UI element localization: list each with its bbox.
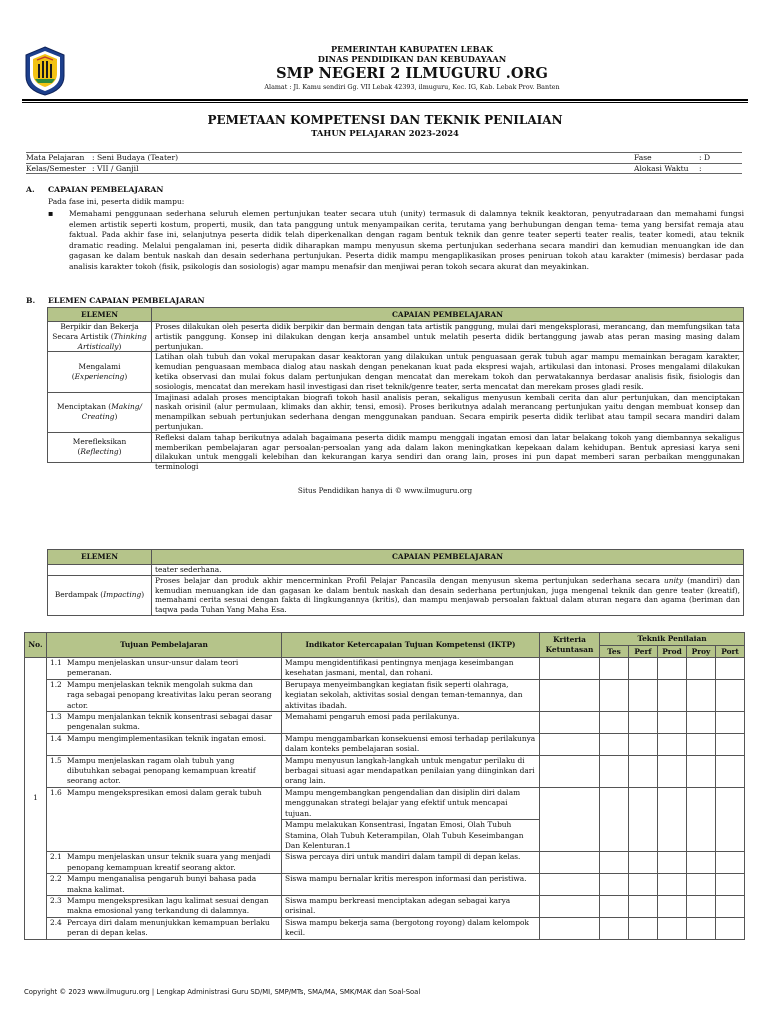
cp-column-header: CAPAIAN PEMBELAJARAN xyxy=(152,550,744,565)
teknik-perf-header: Perf xyxy=(629,646,658,658)
elemen-row xyxy=(48,432,744,462)
elemen-row xyxy=(48,352,744,392)
table-row xyxy=(25,733,745,755)
table-row xyxy=(25,917,745,939)
tp-cell: 2.2 Mampu menganalisa pengaruh bunyi bahasa pada makna kalimat. xyxy=(47,874,282,896)
table-row xyxy=(25,712,745,734)
section-b-number: B. xyxy=(26,296,36,305)
elemen-table-continued xyxy=(47,549,744,616)
elemen-description: Imajinasi adalah proses menciptakan biografi tokoh hasil analisis peran, sekaligus menyusun kembali cerita dan alur pertunjukan, dan menciptakan naskah orisinil (alur permulaan, klimaks dan akhir, tensi, emosi). Proses berikutnya adalah merancang pertunjukan yaitu dengan membuat konsep dan menampilkan sebuah pertunjukan sederhana dengan menggunakan panduan. Secara empirik peserta didik terlibat atau tampil secara mandiri dalam pertunjukan. xyxy=(152,392,744,432)
section-a-title: CAPAIAN PEMBELAJARAN xyxy=(48,185,164,194)
learning-objectives-table xyxy=(24,632,745,940)
elemen-name: Mengalami (Experiencing) xyxy=(48,352,152,392)
table-row xyxy=(25,787,745,851)
department-name: DINAS PENDIDIKAN DAN KEBUDAYAAN xyxy=(317,54,507,64)
tp-cell: 1.6 Mampu mengekspresikan emosi dalam gerak tubuh xyxy=(47,787,282,851)
elemen-row xyxy=(48,322,744,352)
document-subtitle: TAHUN PELAJARAN 2023-2024 xyxy=(311,128,459,138)
teknik-tes-header: Tes xyxy=(600,646,629,658)
tp-cell: 2.3 Mampu mengekspresikan lagu kalimat sesuai dengan makna emosional yang terkandung di dalamnya. xyxy=(47,895,282,917)
table-row xyxy=(25,755,745,787)
mapel-label: Mata Pelajaran xyxy=(26,153,85,162)
no-column-header: No. xyxy=(25,633,47,658)
elemen-column-header: ELEMEN xyxy=(48,550,152,565)
elemen-description: Refleksi dalam tahap berikutnya adalah bagaimana peserta didik mampu menggali ingatan emosi dan latar belakang tokoh yang diembannya sekaligus memberikan pembelajaran agar persoalan-persoalan yang ada dalam lakon meningkatkan kepekaan dalam kehidupan. Bentuk apresiasi karya seni dilakukan untuk menggali kelebihan dan kekurangan karya sendiri dan orang lain, proses ini pun dapat memberi saran perbaikan menggunakan terminologi xyxy=(152,432,744,462)
alokasi-value: : xyxy=(699,163,702,173)
iktp-cell: Mampu mengidentifikasi pentingnya menjaga keseimbangan kesehatan jasmani, mental, dan rohani. xyxy=(282,658,540,680)
tp-cell: 1.5 Mampu menjelaskan ragam olah tubuh yang dibutuhkan sebagai penopang kemampuan kreatif seorang actor. xyxy=(47,755,282,787)
tp-cell: 1.3 Mampu menjalankan teknik konsentrasi sebagai dasar pengenalan sukma. xyxy=(47,712,282,734)
iktp-cell: Siswa mampu bekerja sama (bergotong royong) dalam kelompok kecil. xyxy=(282,917,540,939)
table-row xyxy=(25,679,745,711)
section-a-intro: Pada fase ini, peserta didik mampu: xyxy=(48,197,185,206)
table-row xyxy=(25,852,745,874)
iktp-cell: Mampu mengembangkan pengendalian dan disiplin diri dalam menggunakan strategi belajar yang efektif untuk mencapai tujuan. Mampu melakukan Konsentrasi, Ingatan Emosi, Olah Tubuh Stamina, Olah Tubuh Keterampilan, Olah Tubuh Keseimbangan Dan Kelenturan.1 xyxy=(282,787,540,851)
tp-cell: 2.4 Percaya diri dalam menunjukkan kemampuan berlaku peran di depan kelas. xyxy=(47,917,282,939)
letterhead-rule-thin xyxy=(22,102,748,103)
teknik-proy-header: Proy xyxy=(687,646,716,658)
teknik-prod-header: Prod xyxy=(658,646,687,658)
school-name: SMP NEGERI 2 ILMUGURU .ORG xyxy=(276,65,548,82)
elemen-column-header: ELEMEN xyxy=(48,308,152,322)
section-a-number: A. xyxy=(26,185,35,194)
document-title: PEMETAAN KOMPETENSI DAN TEKNIK PENILAIAN xyxy=(207,113,563,127)
cp-column-header: CAPAIAN PEMBELAJARAN xyxy=(152,308,744,322)
elemen-row xyxy=(48,392,744,432)
iktp-cell: Siswa mampu bernalar kritis merespon informasi dan peristiwa. xyxy=(282,874,540,896)
elemen-description: Proses belajar dan produk akhir mencerminkan Profil Pelajar Pancasila dengan menyusun skema pertunjukan sederhana secara unity (mandiri) dan kemudian menuangkan ide dan gagasan ke dalam bentuk naskah dan desain sederhana pertunjukan, juga mengenal teknik dan genre teater (kreatif), memahami cerita sesuai dengan fakta di lingkungannya (kritis), dan mampu menjawab persoalan faktual dalam aturan negara dan agama (beriman dan taqwa pada Tuhan Yang Maha Esa. xyxy=(152,575,744,615)
letterhead-rule-thick xyxy=(22,99,748,101)
elemen-name: Berdampak (Impacting) xyxy=(48,575,152,615)
tp-cell: 1.2 Mampu menjelaskan teknik mengolah sukma dan raga sebagai penopang kreativitas laku peran seorang actor. xyxy=(47,679,282,711)
alokasi-label: Alokasi Waktu xyxy=(634,163,689,173)
tp-cell: 1.4 Mampu mengimplementasikan teknik ingatan emosi. xyxy=(47,733,282,755)
fase-label: Fase xyxy=(634,153,652,162)
site-footer: Situs Pendidikan hanya di © www.ilmuguru.org xyxy=(297,486,473,495)
elemen-name-empty xyxy=(48,565,152,576)
government-name: PEMERINTAH KABUPATEN LEBAK xyxy=(330,44,494,54)
iktp-column-header: Indikator Ketercapaian Tujuan Kompetensi (IKTP) xyxy=(282,633,540,658)
elemen-table xyxy=(47,307,744,472)
table-row xyxy=(25,895,745,917)
school-address: Alamat : Jl. Kamu sendiri Gg. VII Lebak 42393, ilmuguru, Kec. IG, Kab. Lebak Prov. Banten xyxy=(264,83,560,91)
iktp-cell: Mampu menggambarkan konsekuensi emosi terhadap perilakunya dalam konteks pembelajaran sosial. xyxy=(282,733,540,755)
elemen-description: Latihan olah tubuh dan vokal merupakan dasar keaktoran yang dilakukan untuk penguasaan gerak tubuh agar mampu memainkan beragam karakter, kemudian penguasaan membaca dialog atau naskah dengan penekanan kuat pada ekspresi wajah, artikulasi dan intonasi. Proses mengalami dilakukan ketika observasi dan mulai fokus dalam pertunjukan dengan mencatat dan merekam tokoh dan perwatakannya berdasar analisis fisik, fisiologis dan sosiologis, mencatat dan merekam hasil investigasi dan riset teknik/genre teater, serta mencatat dan merekam proses gladi resik. xyxy=(152,352,744,392)
elemen-row xyxy=(48,565,744,576)
mapel-value: : Seni Budaya (Teater) xyxy=(92,153,179,162)
tp-cell: 1.1 Mampu menjelaskan unsur-unsur dalam teori pemeranan. xyxy=(47,658,282,680)
section-a-bullet-text: Memahami penggunaan sederhana seluruh elemen pertunjukan teater secara utuh (unity) termasuk di dalamnya teknik keaktoran, penyutradaraan dan memahami fungsi elemen artistik seperti kostum, properti, musik, dan tata panggung untuk menyampaikan cerita, terutama yang berhubungan dengan tema- tema yang bersifat remaja atau faktual. Pada akhir fase ini, selanjutnya peserta didik telah diperkenalkan dengan ragam bentuk teknik dan genre teater seperti teater realis, teater komedi, atau teknik dramatic reading. Melalui pengalaman ini, peserta didik diharapkan mampu menyusun skema pertunjukan sederhana secara mandiri dan kemudian menuangkan ide dan gagasan ke dalam bentuk naskah dan desain sederhana pertunjukan. Peserta didik mampu mengaplikasikan proses peniruan tokoh atau karakter (mimesis) berdasar pada analisis karakter tokoh (fisik, psikologis dan sosiologis) agar mampu menafsir dan menjiwai peran tokoh secara akurat dan meyakinkan. xyxy=(69,209,744,271)
elemen-row xyxy=(48,575,744,615)
kriteria-column-header: Kriteria Ketuntasan xyxy=(540,633,600,658)
group-number: 1 xyxy=(25,658,47,940)
kelas-label: Kelas/Semester xyxy=(26,163,86,173)
elemen-description-continued: teater sederhana. xyxy=(152,565,744,576)
teknik-port-header: Port xyxy=(716,646,745,658)
iktp-cell: Memahami pengaruh emosi pada perilakunya. xyxy=(282,712,540,734)
section-a-heading xyxy=(26,185,163,195)
letterhead xyxy=(22,40,748,102)
iktp-cell: Siswa mampu berkreasi menciptakan adegan sebagai karya orisinal. xyxy=(282,895,540,917)
table-row xyxy=(25,874,745,896)
section-b-heading xyxy=(26,296,205,306)
fase-value: : D xyxy=(699,153,711,162)
elemen-name: Merefleksikan (Reflecting) xyxy=(48,432,152,462)
section-b-title: ELEMEN CAPAIAN PEMBELAJARAN xyxy=(48,296,205,305)
copyright-footer: Copyright © 2023 www.ilmuguru.org | Lengkap Administrasi Guru SD/MI, SMP/MTs, SMA/MA, SMK/MAK dan Soal-Soal xyxy=(24,988,421,996)
bullet-icon: ▪ xyxy=(48,209,54,218)
kelas-value: : VII / Ganjil xyxy=(92,163,139,173)
tp-cell: 2.1 Mampu menjelaskan unsur teknik suara yang menjadi penopang kemampuan kreatif seorang aktor. xyxy=(47,852,282,874)
iktp-cell: Mampu menyusun langkah-langkah untuk mengatur perilaku di berbagai situasi agar mendapatkan penilaian yang diinginkan dari orang lain. xyxy=(282,755,540,787)
regency-emblem-icon xyxy=(24,46,66,96)
iktp-cell: Siswa percaya diri untuk mandiri dalam tampil di depan kelas. xyxy=(282,852,540,874)
tp-column-header: Tujuan Pembelajaran xyxy=(47,633,282,658)
elemen-name: Berpikir dan Bekerja Secara Artistik (Thinking Artistically) xyxy=(48,322,152,352)
iktp-cell: Berupaya menyeimbangkan kegiatan fisik seperti olahraga, kegiatan sekolah, aktivitas sosial dengan teman-temannya, dan aktivitas ibadah. xyxy=(282,679,540,711)
elemen-description: Proses dilakukan oleh peserta didik berpikir dan bermain dengan tata artistik panggung, mulai dari mengeksplorasi, merancang, dan memfungsikan tata artistik panggung. Konsep ini dilakukan dengan kerja ansambel untuk melatih peserta didik bertanggung jawab atas peran masing masing dalam pertunjukan. xyxy=(152,322,744,352)
table-row xyxy=(25,658,745,680)
elemen-name: Menciptakan (Making/ Creating) xyxy=(48,392,152,432)
teknik-column-header: Teknik Penilaian xyxy=(600,633,745,646)
